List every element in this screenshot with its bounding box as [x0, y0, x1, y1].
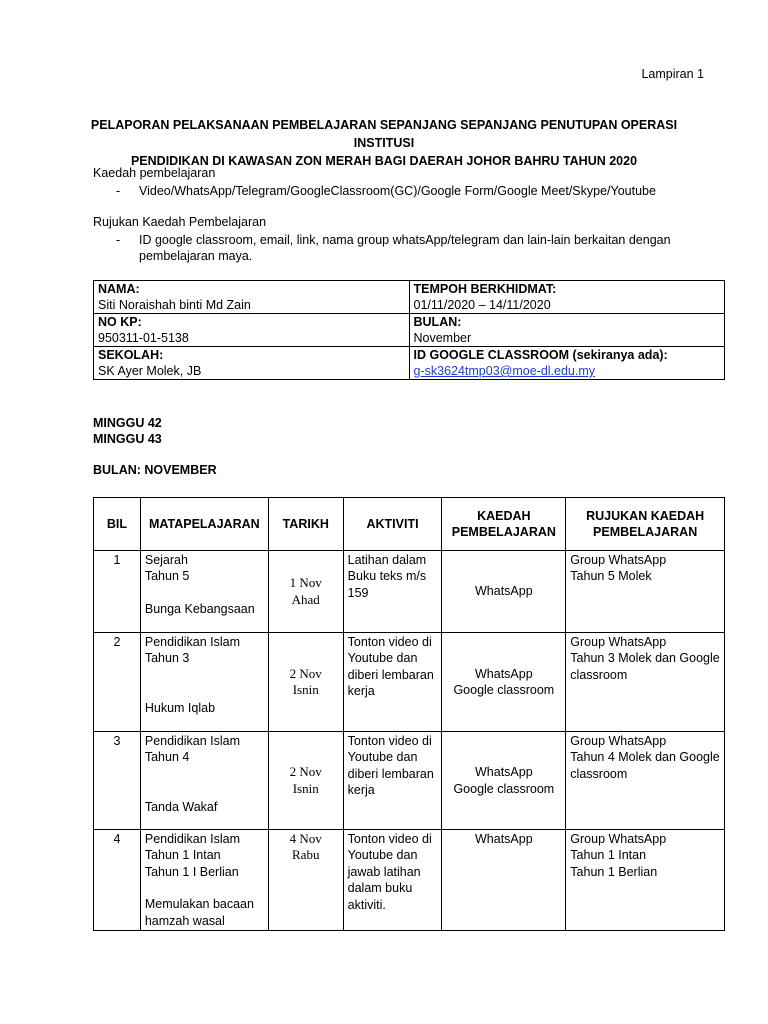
kaedah-label: Kaedah pembelajaran: [93, 166, 216, 180]
subject-text: Sejarah Tahun 5: [144, 553, 190, 584]
sekolah-cell: [94, 347, 410, 380]
cell-aktiviti: Tonton video di Youtube dan diberi lembaran kerja: [343, 732, 442, 830]
cell-bil: 1: [94, 551, 141, 633]
cell-aktiviti: Tonton video di Youtube dan diberi lembaran kerja: [343, 633, 442, 732]
nokp-value: 950311-01-5138: [98, 331, 189, 345]
table-row: [94, 830, 725, 931]
header-kaedah: KAEDAH PEMBELAJARAN: [442, 498, 566, 551]
header-tarikh: TARIKH: [268, 498, 343, 551]
header-bil: BIL: [94, 498, 141, 551]
table-row: [94, 732, 725, 830]
cell-kaedah: WhatsApp: [442, 551, 566, 633]
cell-bil: 4: [94, 830, 141, 931]
lesson-table-header: [94, 498, 725, 551]
week-list: [93, 415, 162, 447]
google-classroom-cell: [409, 347, 725, 380]
week-42: MINGGU 42: [93, 416, 162, 430]
bulan-label: BULAN:: [413, 315, 462, 329]
nama-label: NAMA:: [98, 282, 140, 296]
appendix-label: Lampiran 1: [641, 67, 704, 81]
cell-matapelajaran: [140, 551, 268, 633]
title-line-1: PELAPORAN PELAKSANAAN PEMBELAJARAN SEPANJANG SEPANJANG PENUTUPAN OPERASI INSTITUSI: [90, 118, 678, 150]
table-row: [94, 633, 725, 732]
cell-tarikh: 1 Nov Ahad: [268, 551, 343, 633]
title-line-2: PENDIDIKAN DI KAWASAN ZON MERAH BAGI DAERAH JOHOR BAHRU TAHUN 2020: [130, 154, 638, 168]
header-matapelajaran: MATAPELAJARAN: [140, 498, 268, 551]
cell-bil: 2: [94, 633, 141, 732]
cell-bil: 3: [94, 732, 141, 830]
cell-rujukan: Group WhatsApp Tahun 5 Molek: [566, 551, 725, 633]
document-title: [60, 116, 708, 170]
tempoh-label: TEMPOH BERKHIDMAT:: [413, 282, 557, 296]
topic-text: Tanda Wakaf: [144, 799, 218, 814]
topic-text: Bunga Kebangsaan: [144, 601, 255, 616]
cell-aktiviti: Tonton video di Youtube dan jawab latihan dalam buku aktiviti.: [343, 830, 442, 931]
nokp-label: NO KP:: [98, 315, 142, 329]
cell-matapelajaran: [140, 633, 268, 732]
subject-text: Pendidikan Islam Tahun 4: [144, 734, 241, 765]
info-row: [94, 281, 725, 314]
cell-kaedah: WhatsApp Google classroom: [442, 633, 566, 732]
tempoh-cell: [409, 281, 725, 314]
sekolah-value: SK Ayer Molek, JB: [98, 364, 202, 378]
rujukan-item-text: ID google classroom, email, link, nama group whatsApp/telegram dan lain-lain berkaitan dengan pembelajaran maya.: [139, 233, 671, 263]
cell-aktiviti: Latihan dalam Buku teks m/s 159: [343, 551, 442, 633]
topic-text: Memulakan bacaan hamzah wasal: [144, 897, 254, 928]
nama-cell: [94, 281, 410, 314]
cell-tarikh: 2 Nov Isnin: [268, 633, 343, 732]
cell-rujukan: Group WhatsApp Tahun 1 Intan Tahun 1 Berlian: [566, 830, 725, 931]
month-heading: BULAN: NOVEMBER: [93, 463, 217, 477]
subject-text: Pendidikan Islam Tahun 1 Intan Tahun 1 I Berlian: [144, 832, 241, 879]
subject-text: Pendidikan Islam Tahun 3: [144, 635, 241, 666]
google-classroom-label: ID GOOGLE CLASSROOM (sekiranya ada):: [413, 348, 668, 362]
lesson-table: [93, 497, 725, 931]
nama-value: Siti Noraishah binti Md Zain: [98, 298, 251, 312]
bullet-dash: -: [116, 184, 121, 198]
cell-tarikh: 2 Nov Isnin: [268, 732, 343, 830]
cell-kaedah: WhatsApp Google classroom: [442, 732, 566, 830]
cell-tarikh: 4 Nov Rabu: [268, 830, 343, 931]
info-row: [94, 314, 725, 347]
header-rujukan: RUJUKAN KAEDAH PEMBELAJARAN: [566, 498, 725, 551]
cell-kaedah: WhatsApp: [442, 830, 566, 931]
kaedah-item-text: Video/WhatsApp/Telegram/GoogleClassroom(GC)/Google Form/Google Meet/Skype/Youtube: [139, 184, 656, 198]
week-43: MINGGU 43: [93, 432, 162, 446]
cell-matapelajaran: [140, 830, 268, 931]
sekolah-label: SEKOLAH:: [98, 348, 164, 362]
info-table: [93, 280, 725, 380]
info-row: [94, 347, 725, 380]
header-aktiviti: AKTIVITI: [343, 498, 442, 551]
bullet-dash: -: [116, 233, 121, 247]
cell-rujukan: Group WhatsApp Tahun 3 Molek dan Google classroom: [566, 633, 725, 732]
table-row: [94, 551, 725, 633]
bulan-cell: [409, 314, 725, 347]
cell-matapelajaran: [140, 732, 268, 830]
google-classroom-link[interactable]: g-sk3624tmp03@moe-dl.edu.my: [413, 364, 596, 378]
topic-text: Hukum Iqlab: [144, 700, 216, 715]
tempoh-value: 01/11/2020 – 14/11/2020: [413, 298, 551, 312]
cell-rujukan: Group WhatsApp Tahun 4 Molek dan Google classroom: [566, 732, 725, 830]
bulan-value: November: [413, 331, 472, 345]
rujukan-label: Rujukan Kaedah Pembelajaran: [93, 215, 267, 229]
nokp-cell: [94, 314, 410, 347]
